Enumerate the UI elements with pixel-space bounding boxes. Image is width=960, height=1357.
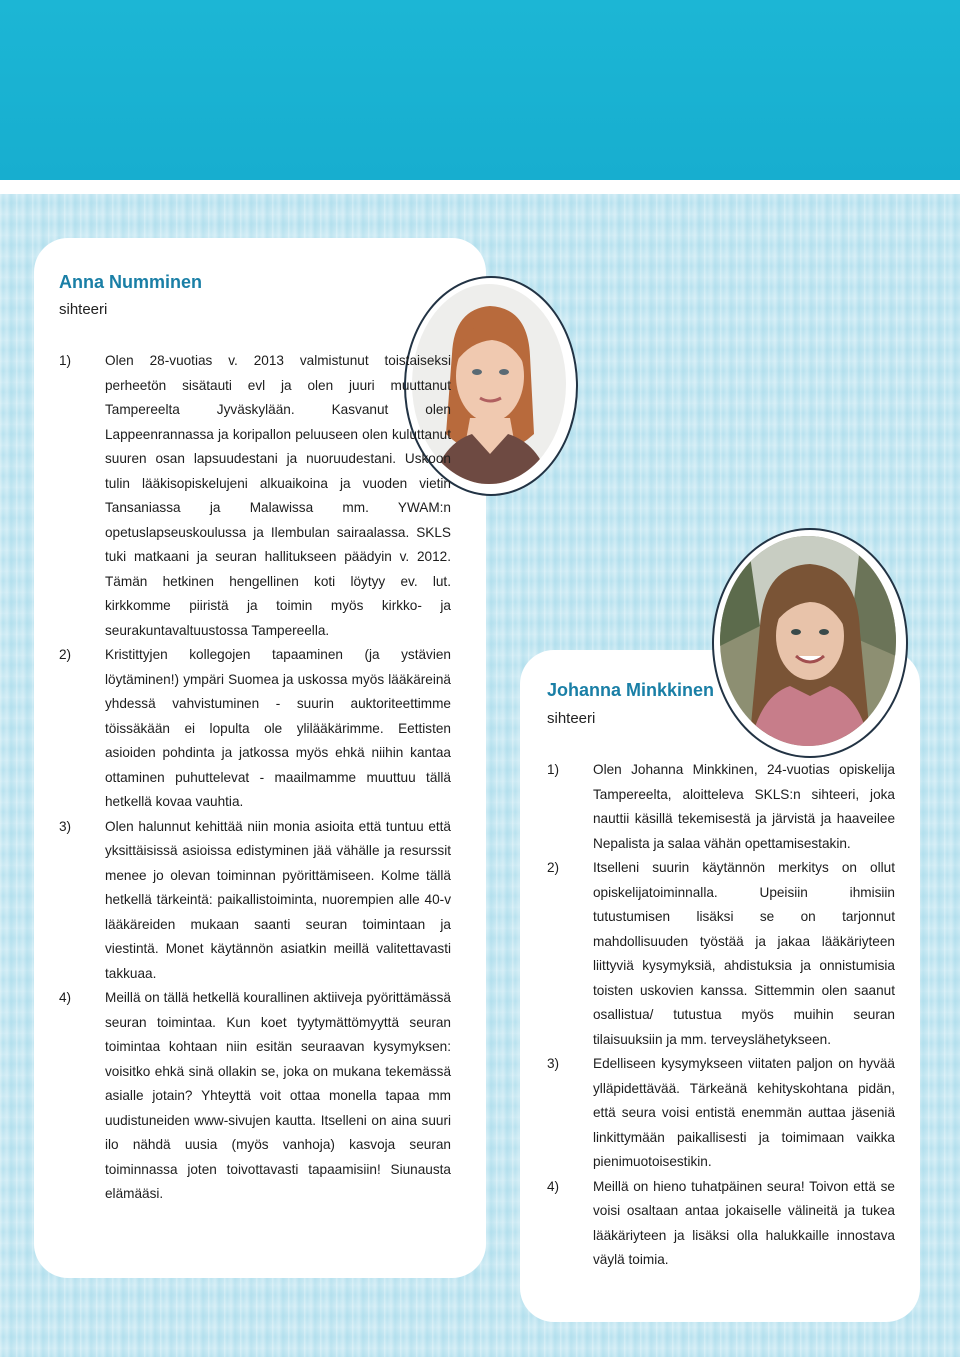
answer-item: [59, 815, 451, 987]
answer-number: 1): [547, 762, 560, 777]
answer-number: 3): [547, 1056, 560, 1071]
answer-item: [547, 856, 895, 1052]
answer-item: [59, 349, 451, 643]
answer-item: [547, 758, 895, 856]
answer-number: 2): [547, 860, 560, 875]
answer-number: 4): [547, 1178, 560, 1194]
answer-text: Edelliseen kysymykseen viitaten paljon on hyvää ylläpidettävää. Tärkeänä kehityskohtana pidän, että seura voisi entistä enemmän auttaa jäseniä linkittymään paikallisesti ja toimimaan vaikka pienimuotoisestikin.: [593, 1056, 895, 1169]
answer-text: Meillä on hieno tuhatpäinen seura! Toivon että se voisi osaltaan antaa jokaiselle väline​itä ja tukea lääkäriyteen ja lisäksi olla halukkaille innostava väylä toimia.: [593, 1178, 895, 1267]
answer-item: [59, 643, 451, 815]
answer-text: Olen Johanna Minkkinen, 24-vuotias opiskelija Tampereelta, aloitteleva SKLS:n sihteeri, joka nauttii käsillä tekemisestä ja järvistä ja haaveilee Nepalista ja salaa vähän opettamisestakin.: [593, 762, 895, 851]
answers-list-right: [547, 758, 895, 1273]
answer-text: Itselleni suurin käytännön merkitys on ollut opiskelijatoiminnalla. Upeisiin ihmisiin tutustumisen lisäksi se on tarjonnut mahdollisuuden työstää ja jakaa lääkäriyteen liittyviä kysymyksiä, ahdistuksia ja onnistumisia toisten uskovien kanssa. Sittemmin olen saanut osallistua/ tutustua myös muihin seuran tilaisuuksiin ja mm. terveyslähetykseen.: [593, 860, 895, 1047]
answer-text: Olen halunnut kehittää niin monia asioita että tuntuu että yksittäisissä asioissa edistyminen jää vähälle ja resurssit menee jo olevan toiminnan pyörittämiseen. Kolme tällä hetkellä tärkeintä: paikallistoiminta, nuorempien alle 40-v lääkäreiden mukaan saanti seuran toimintaan ja viestintä. Monet käytännön asiatkin meillä valitettavasti takkuaa.: [105, 818, 451, 981]
header-band: [0, 0, 960, 180]
answer-item: [547, 1175, 895, 1273]
person-role: sihteeri: [59, 301, 108, 318]
answer-item: [547, 1052, 895, 1175]
answer-text: Kristittyjen kollegojen tapaaminen (ja ystävien löytäminen!) ympäri Suomea ja uskossa myös lääkäreinä yhdessä vahvistuminen - suurin auktoriteettimme töissäkään ei lopulta ole ylilääkärimme. Eettisten asioiden pohdinta ja jatkossa myös ehkä niihin kantaa ottaminen puhuttelevat - maailmamme muuttuu tällä hetkellä kovaa vauhtia.: [105, 647, 451, 809]
answer-number: 2): [59, 647, 72, 662]
divider-strip: [0, 180, 960, 194]
portrait-photo: [720, 536, 896, 746]
answers-list-left: [59, 349, 451, 1207]
answer-number: 1): [59, 353, 72, 368]
person-role: sihteeri: [547, 710, 596, 727]
answer-item: [59, 986, 451, 1207]
answer-number: 3): [59, 818, 72, 834]
person-name: Anna Numminen: [59, 272, 203, 292]
person-name: Johanna Minkkinen: [547, 680, 715, 700]
answer-text: Olen 28-vuotias v. 2013 valmistunut toistaiseksi perheetön sisätauti evl ja olen juuri muuttanut Tampereelta Jyväskylään. Kasvanut olen Lappeenrannassa ja koripallon peluuseen olen kuluttanut suuren osan lapsuudestani ja nuoruudestani. Uskoon tulin lääkisopiskelujeni alkuaikoina ja vuoden vietin Tansaniassa ja Malawissa mm. YWAM:n opetuslapseuskoulussa ja Ilembulan sairaalassa. SKLS tuki matkaani ja seuran hallitukseen päädyin v. 2012. Tämän hetkinen hengellinen koti löytyy ev. lut. kirkkomme piiristä ja toimin myös kirkko- ja seurakuntavaltuustossa Tampereella.: [105, 353, 451, 638]
answer-number: 4): [59, 990, 72, 1005]
answer-text: Meillä on tällä hetkellä kourallinen aktiiveja pyörittämässä seuran toimintaa. Kun koet tyytymättömyyttä seuran toimintaa kohtaan niin esitän seuraavan kysymyksen: voisitko ehkä sinä ollakin se, joka on mukana tekemässä asialle jotain? Yhteyttä voit ottaa monella tapaa mm uudistuneiden www-sivujen kautta. Itselleni on aina suuri ilo nähdä uusia (myös vanhoja) kasvoja seuran toiminnassa joten toivottavasti tapaamisiin! Siunausta elämääsi.: [105, 990, 451, 1201]
